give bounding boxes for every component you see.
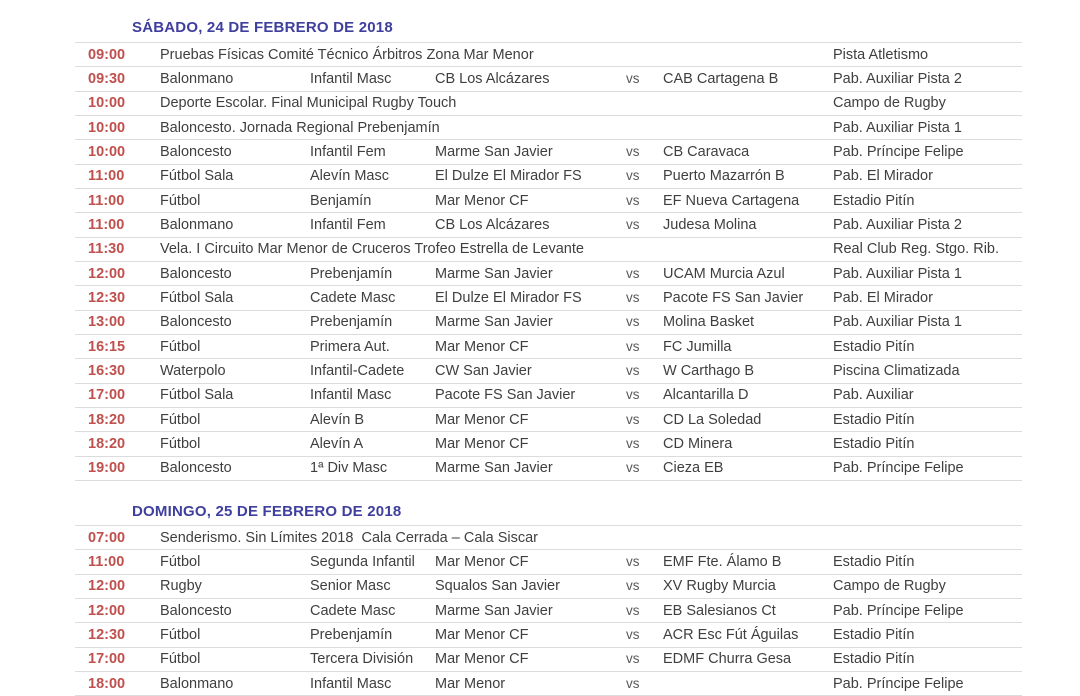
time-cell: 11:30 bbox=[88, 241, 125, 258]
vs-label: vs bbox=[626, 626, 640, 642]
schedule-section-saturday bbox=[75, 0, 1022, 481]
category-cell: Infantil-Cadete bbox=[310, 362, 405, 379]
home-team-cell: Marme San Javier bbox=[435, 602, 553, 619]
away-team-cell: CD La Soledad bbox=[663, 411, 762, 428]
sport-cell: Fútbol bbox=[160, 553, 201, 570]
schedule-row bbox=[75, 598, 1022, 622]
home-team-cell: Squalos San Javier bbox=[435, 578, 560, 595]
away-team-cell: Molina Basket bbox=[663, 314, 755, 331]
schedule-row bbox=[75, 261, 1022, 285]
home-team-cell: Mar Menor CF bbox=[435, 651, 529, 668]
event-cell: Deporte Escolar. Final Municipal Rugby Touch bbox=[160, 95, 457, 112]
away-team-cell: UCAM Murcia Azul bbox=[663, 265, 785, 282]
sport-cell: Fútbol Sala bbox=[160, 387, 234, 404]
category-cell: Prebenjamín bbox=[310, 265, 393, 282]
home-team-cell: Mar Menor CF bbox=[435, 338, 529, 355]
sport-cell: Waterpolo bbox=[160, 362, 226, 379]
category-cell: Senior Masc bbox=[310, 578, 391, 595]
home-team-cell: Mar Menor CF bbox=[435, 411, 529, 428]
away-team-cell: EDMF Churra Gesa bbox=[663, 651, 792, 668]
time-cell: 07:00 bbox=[88, 529, 126, 546]
home-team-cell: El Dulze El Mirador FS bbox=[435, 289, 582, 306]
venue-cell: Estadio Pitín bbox=[833, 553, 915, 570]
schedule-row bbox=[75, 285, 1022, 309]
sport-cell: Rugby bbox=[160, 578, 202, 595]
category-cell: Alevín B bbox=[310, 411, 364, 428]
time-cell: 17:00 bbox=[88, 651, 126, 668]
vs-label: vs bbox=[626, 314, 640, 330]
category-cell: Infantil Masc bbox=[310, 70, 392, 87]
vs-label: vs bbox=[626, 651, 640, 667]
schedule-row bbox=[75, 358, 1022, 382]
home-team-cell: CW San Javier bbox=[435, 362, 532, 379]
vs-label: vs bbox=[626, 460, 640, 476]
venue-cell: Pab. El Mirador bbox=[833, 289, 933, 306]
time-cell: 11:00 bbox=[88, 168, 125, 185]
schedule-row bbox=[75, 66, 1022, 90]
time-cell: 12:00 bbox=[88, 578, 126, 595]
sport-cell: Baloncesto bbox=[160, 314, 232, 331]
event-cell: Vela. I Circuito Mar Menor de Cruceros Trofeo Estrella de Levante bbox=[160, 241, 584, 258]
sport-cell: Fútbol bbox=[160, 626, 201, 643]
schedule-row bbox=[75, 212, 1022, 236]
venue-cell: Estadio Pitín bbox=[833, 626, 915, 643]
sport-cell: Fútbol bbox=[160, 411, 201, 428]
schedule-row bbox=[75, 407, 1022, 431]
sport-cell: Fútbol bbox=[160, 338, 201, 355]
vs-label: vs bbox=[626, 578, 640, 594]
sport-cell: Baloncesto bbox=[160, 265, 232, 282]
away-team-cell: CAB Cartagena B bbox=[663, 70, 779, 87]
vs-label: vs bbox=[626, 411, 640, 427]
vs-label: vs bbox=[626, 553, 640, 569]
category-cell: Alevín Masc bbox=[310, 168, 389, 185]
time-cell: 10:00 bbox=[88, 95, 126, 112]
time-cell: 12:30 bbox=[88, 626, 126, 643]
home-team-cell: Mar Menor CF bbox=[435, 626, 529, 643]
home-team-cell: CB Los Alcázares bbox=[435, 216, 550, 233]
time-cell: 09:30 bbox=[88, 70, 126, 87]
section-title: DOMINGO, 25 DE FEBRERO DE 2018 bbox=[132, 502, 402, 520]
venue-cell: Pab. Auxiliar Pista 2 bbox=[833, 216, 962, 233]
time-cell: 12:30 bbox=[88, 289, 126, 306]
category-cell: Infantil Masc bbox=[310, 387, 392, 404]
sport-cell: Baloncesto bbox=[160, 602, 232, 619]
category-cell: Primera Aut. bbox=[310, 338, 390, 355]
venue-cell: Real Club Reg. Stgo. Rib. bbox=[833, 241, 1000, 258]
schedule-section-sunday bbox=[75, 481, 1022, 696]
vs-label: vs bbox=[626, 338, 640, 354]
time-cell: 11:00 bbox=[88, 553, 125, 570]
vs-label: vs bbox=[626, 143, 640, 159]
away-team-cell: Cieza EB bbox=[663, 460, 724, 477]
vs-label: vs bbox=[626, 362, 640, 378]
event-cell: Baloncesto. Jornada Regional Prebenjamín bbox=[160, 119, 440, 136]
away-team-cell: EF Nueva Cartagena bbox=[663, 192, 800, 209]
away-team-cell: CD Minera bbox=[663, 435, 733, 452]
vs-label: vs bbox=[626, 216, 640, 232]
venue-cell: Estadio Pitín bbox=[833, 651, 915, 668]
sport-cell: Baloncesto bbox=[160, 460, 232, 477]
event-cell: Senderismo. Sin Límites 2018 Cala Cerrada – Cala Siscar bbox=[160, 529, 538, 546]
away-team-cell: EB Salesianos Ct bbox=[663, 602, 776, 619]
schedule-row bbox=[75, 647, 1022, 671]
schedule-row bbox=[75, 115, 1022, 139]
time-cell: 18:20 bbox=[88, 411, 126, 428]
category-cell: Infantil Fem bbox=[310, 143, 386, 160]
home-team-cell: Mar Menor CF bbox=[435, 553, 529, 570]
vs-label: vs bbox=[626, 265, 640, 281]
away-team-cell: EMF Fte. Álamo B bbox=[663, 553, 782, 570]
category-cell: Alevín A bbox=[310, 435, 364, 452]
category-cell: Infantil Masc bbox=[310, 675, 392, 692]
sport-cell: Fútbol Sala bbox=[160, 289, 234, 306]
sport-cell: Balonmano bbox=[160, 70, 234, 87]
time-cell: 18:00 bbox=[88, 675, 126, 692]
time-cell: 12:00 bbox=[88, 602, 126, 619]
schedule-row bbox=[75, 310, 1022, 334]
vs-label: vs bbox=[626, 435, 640, 451]
time-cell: 09:00 bbox=[88, 46, 126, 63]
event-cell: Pruebas Físicas Comité Técnico Árbitros Zona Mar Menor bbox=[160, 46, 534, 63]
venue-cell: Pab. Auxiliar bbox=[833, 387, 914, 404]
away-team-cell: Puerto Mazarrón B bbox=[663, 168, 785, 185]
schedule-row bbox=[75, 525, 1022, 549]
home-team-cell: Marme San Javier bbox=[435, 143, 553, 160]
away-team-cell: ACR Esc Fút Águilas bbox=[663, 626, 799, 643]
venue-cell: Pab. Auxiliar Pista 1 bbox=[833, 265, 962, 282]
schedule-row bbox=[75, 164, 1022, 188]
venue-cell: Pab. Auxiliar Pista 1 bbox=[833, 119, 962, 136]
category-cell: Segunda Infantil bbox=[310, 553, 415, 570]
schedule-table bbox=[75, 525, 1022, 696]
away-team-cell: Alcantarilla D bbox=[663, 387, 749, 404]
away-team-cell: XV Rugby Murcia bbox=[663, 578, 776, 595]
category-cell: Benjamín bbox=[310, 192, 372, 209]
category-cell: Tercera División bbox=[310, 651, 414, 668]
category-cell: Cadete Masc bbox=[310, 602, 396, 619]
vs-label: vs bbox=[626, 192, 640, 208]
schedule-row bbox=[75, 456, 1022, 480]
home-team-cell: Pacote FS San Javier bbox=[435, 387, 576, 404]
time-cell: 10:00 bbox=[88, 143, 126, 160]
category-cell: Infantil Fem bbox=[310, 216, 386, 233]
sport-cell: Balonmano bbox=[160, 675, 234, 692]
vs-label: vs bbox=[626, 70, 640, 86]
schedule-row bbox=[75, 42, 1022, 66]
venue-cell: Pab. Príncipe Felipe bbox=[833, 460, 964, 477]
schedule-row bbox=[75, 139, 1022, 163]
away-team-cell: W Carthago B bbox=[663, 362, 755, 379]
time-cell: 17:00 bbox=[88, 387, 126, 404]
time-cell: 19:00 bbox=[88, 460, 126, 477]
home-team-cell: Marme San Javier bbox=[435, 460, 553, 477]
venue-cell: Estadio Pitín bbox=[833, 411, 915, 428]
schedule-row bbox=[75, 237, 1022, 261]
category-cell: Cadete Masc bbox=[310, 289, 396, 306]
venue-cell: Campo de Rugby bbox=[833, 578, 946, 595]
venue-cell: Estadio Pitín bbox=[833, 192, 915, 209]
section-title: SÁBADO, 24 DE FEBRERO DE 2018 bbox=[132, 19, 393, 36]
time-cell: 13:00 bbox=[88, 314, 126, 331]
vs-label: vs bbox=[626, 387, 640, 403]
home-team-cell: Mar Menor bbox=[435, 675, 506, 692]
sport-cell: Baloncesto bbox=[160, 143, 232, 160]
category-cell: Prebenjamín bbox=[310, 314, 393, 331]
schedule-row bbox=[75, 188, 1022, 212]
time-cell: 18:20 bbox=[88, 435, 126, 452]
vs-label: vs bbox=[626, 675, 640, 691]
vs-label: vs bbox=[626, 602, 640, 618]
schedule-row bbox=[75, 671, 1022, 695]
home-team-cell: Mar Menor CF bbox=[435, 192, 529, 209]
vs-label: vs bbox=[626, 168, 640, 184]
home-team-cell: El Dulze El Mirador FS bbox=[435, 168, 582, 185]
away-team-cell: CB Caravaca bbox=[663, 143, 750, 160]
venue-cell: Campo de Rugby bbox=[833, 95, 946, 112]
venue-cell: Pab. Auxiliar Pista 2 bbox=[833, 70, 962, 87]
home-team-cell: Marme San Javier bbox=[435, 265, 553, 282]
venue-cell: Pab. El Mirador bbox=[833, 168, 933, 185]
vs-label: vs bbox=[626, 289, 640, 305]
home-team-cell: Marme San Javier bbox=[435, 314, 553, 331]
schedule-row bbox=[75, 622, 1022, 646]
schedule-table bbox=[75, 42, 1022, 481]
time-cell: 16:15 bbox=[88, 338, 126, 355]
schedule-row bbox=[75, 549, 1022, 573]
schedule-row bbox=[75, 91, 1022, 115]
venue-cell: Piscina Climatizada bbox=[833, 362, 960, 379]
time-cell: 10:00 bbox=[88, 119, 126, 136]
time-cell: 16:30 bbox=[88, 362, 126, 379]
sport-cell: Balonmano bbox=[160, 216, 234, 233]
home-team-cell: CB Los Alcázares bbox=[435, 70, 550, 87]
schedule-row bbox=[75, 334, 1022, 358]
category-cell: 1ª Div Masc bbox=[310, 460, 388, 477]
schedule-row bbox=[75, 383, 1022, 407]
home-team-cell: Mar Menor CF bbox=[435, 435, 529, 452]
category-cell: Prebenjamín bbox=[310, 626, 393, 643]
venue-cell: Pista Atletismo bbox=[833, 46, 929, 63]
away-team-cell: FC Jumilla bbox=[663, 338, 732, 355]
schedule-row bbox=[75, 574, 1022, 598]
away-team-cell: Pacote FS San Javier bbox=[663, 289, 804, 306]
schedule-row bbox=[75, 431, 1022, 455]
time-cell: 12:00 bbox=[88, 265, 126, 282]
venue-cell: Estadio Pitín bbox=[833, 338, 915, 355]
time-cell: 11:00 bbox=[88, 216, 125, 233]
sport-cell: Fútbol bbox=[160, 435, 201, 452]
time-cell: 11:00 bbox=[88, 192, 125, 209]
venue-cell: Pab. Auxiliar Pista 1 bbox=[833, 314, 962, 331]
venue-cell: Pab. Príncipe Felipe bbox=[833, 602, 964, 619]
sport-cell: Fútbol bbox=[160, 192, 201, 209]
venue-cell: Estadio Pitín bbox=[833, 435, 915, 452]
sport-cell: Fútbol bbox=[160, 651, 201, 668]
sport-cell: Fútbol Sala bbox=[160, 168, 234, 185]
venue-cell: Pab. Príncipe Felipe bbox=[833, 143, 964, 160]
venue-cell: Pab. Príncipe Felipe bbox=[833, 675, 964, 692]
away-team-cell: Judesa Molina bbox=[663, 216, 757, 233]
